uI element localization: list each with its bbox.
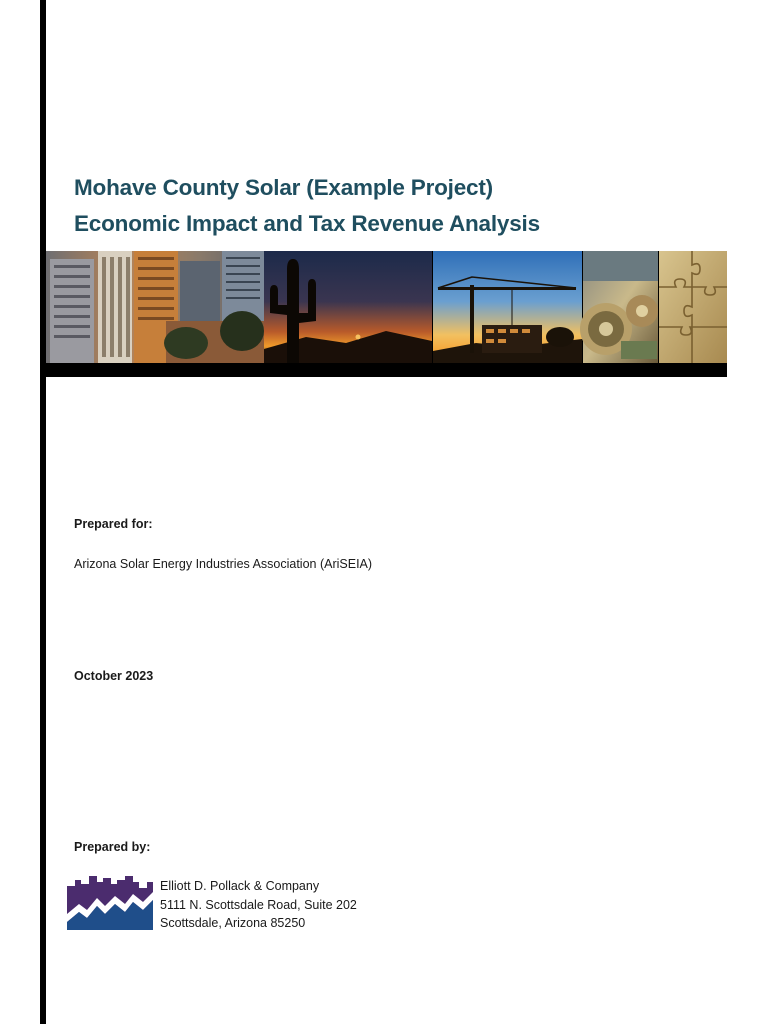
city-buildings-photo xyxy=(46,251,264,363)
address-line-2: Scottsdale, Arizona 85250 xyxy=(160,916,306,930)
left-margin-rule xyxy=(40,0,46,1024)
address-line-1: 5111 N. Scottsdale Road, Suite 202 xyxy=(160,897,357,912)
report-date: October 2023 xyxy=(74,669,154,683)
company-name: Elliott D. Pollack & Company xyxy=(160,879,320,893)
construction-crane-photo xyxy=(433,251,582,363)
gears-photo xyxy=(580,251,658,363)
company-logo xyxy=(67,876,153,930)
photo-banner xyxy=(46,251,727,377)
document-title xyxy=(74,170,734,242)
company-address-block xyxy=(160,877,357,933)
prepared-by-label: Prepared by: xyxy=(74,840,151,854)
saguaro-sunset-photo xyxy=(264,251,432,363)
prepared-for-label: Prepared for: xyxy=(74,517,153,531)
title-line-1: Mohave County Solar (Example Project) xyxy=(74,175,493,200)
prepared-for-organization: Arizona Solar Energy Industries Association (AriSEIA) xyxy=(74,557,373,571)
title-line-2: Economic Impact and Tax Revenue Analysis xyxy=(74,211,540,236)
puzzle-pieces-photo xyxy=(659,251,727,363)
